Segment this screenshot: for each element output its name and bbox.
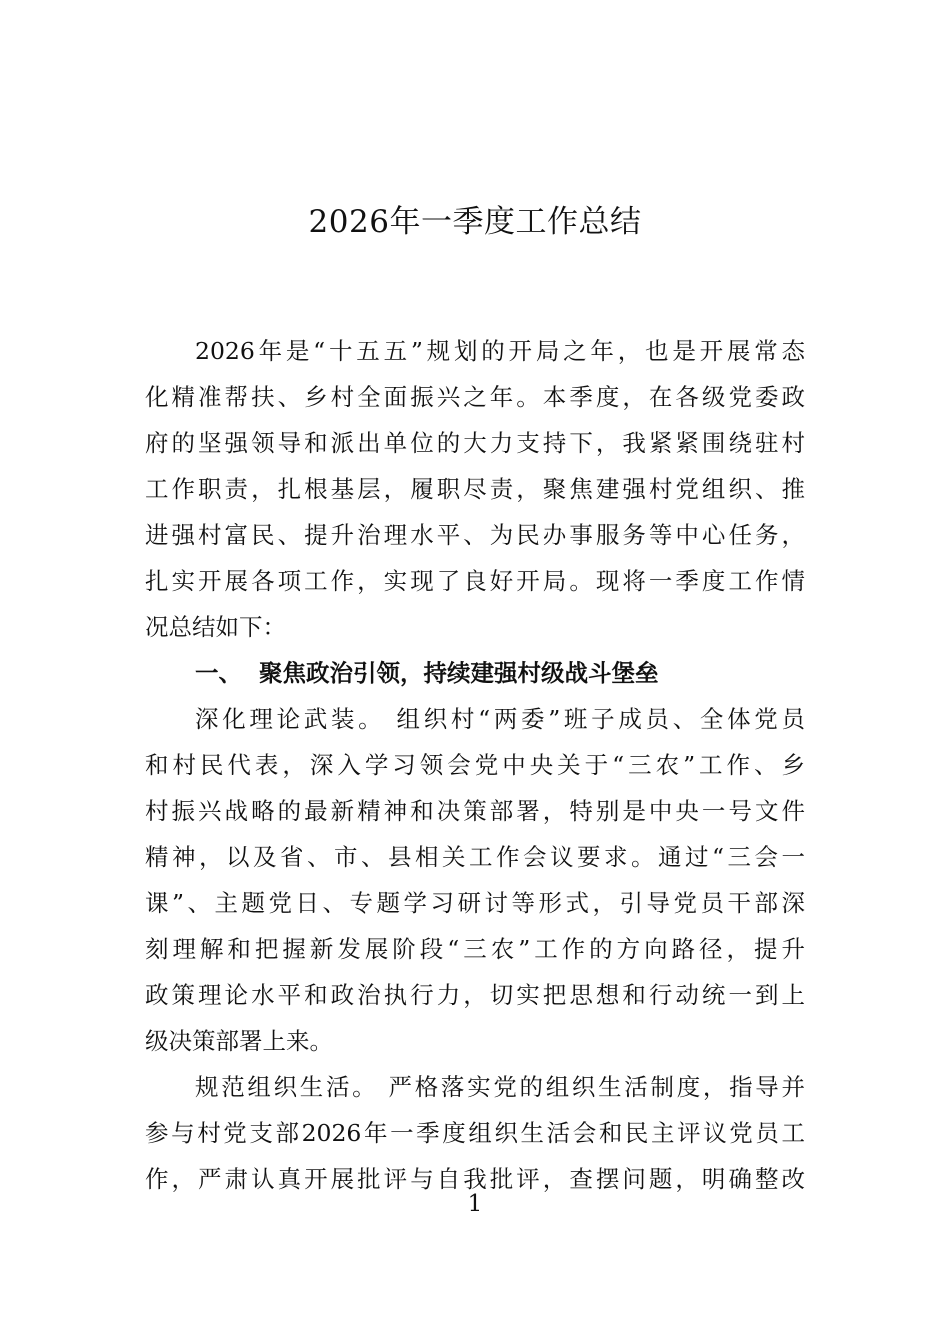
body-text-line: 工作职责，扎根基层，履职尽责，聚焦建强村党组织、推 (145, 475, 805, 503)
body-text-line: 政策理论水平和政治执行力，切实把思想和行动统一到上 (145, 981, 805, 1009)
body-text-line: 作，严肃认真开展批评与自我批评，查摆问题，明确整改 (145, 1165, 805, 1193)
body-text-line: 规范组织生活。 严格落实党的组织生活制度，指导并 (195, 1073, 805, 1101)
body-text-line: 课”、主题党日、专题学习研讨等形式，引导党员干部深 (145, 889, 805, 917)
body-text-line: 进强村富民、提升治理水平、为民办事服务等中心任务， (145, 521, 805, 549)
body-text-line: 化精准帮扶、乡村全面振兴之年。本季度，在各级党委政 (145, 383, 805, 411)
body-text-line: 况总结如下： (145, 613, 286, 641)
section-heading (145, 650, 805, 696)
document-title: 2026年一季度工作总结 (308, 204, 642, 240)
body-text-line: 级决策部署上来。 (145, 1027, 333, 1055)
body-text-line: 2026年是“十五五”规划的开局之年，也是开展常态 (195, 337, 805, 365)
body-text-line: 深化理论武装。 组织村“两委”班子成员、全体党员 (195, 705, 805, 733)
section-heading-number: 一、 (195, 659, 242, 687)
body-text-line: 村振兴战略的最新精神和决策部署，特别是中央一号文件 (145, 797, 805, 825)
page-number: 1 (467, 1191, 483, 1217)
document-body (145, 328, 805, 1202)
body-text-line: 刻理解和把握新发展阶段“三农”工作的方向路径，提升 (145, 935, 805, 963)
body-text-line: 府的坚强领导和派出单位的大力支持下，我紧紧围绕驻村 (145, 429, 805, 457)
body-text-line: 和村民代表，深入学习领会党中央关于“三农”工作、乡 (145, 751, 805, 779)
section-heading-text: 聚焦政治引领，持续建强村级战斗堡垒 (259, 659, 659, 687)
body-text-line: 参与村党支部2026年一季度组织生活会和民主评议党员工 (145, 1119, 805, 1147)
body-text-line: 扎实开展各项工作，实现了良好开局。现将一季度工作情 (145, 567, 805, 595)
body-text-line: 精神，以及省、市、县相关工作会议要求。通过“三会一 (145, 843, 805, 871)
